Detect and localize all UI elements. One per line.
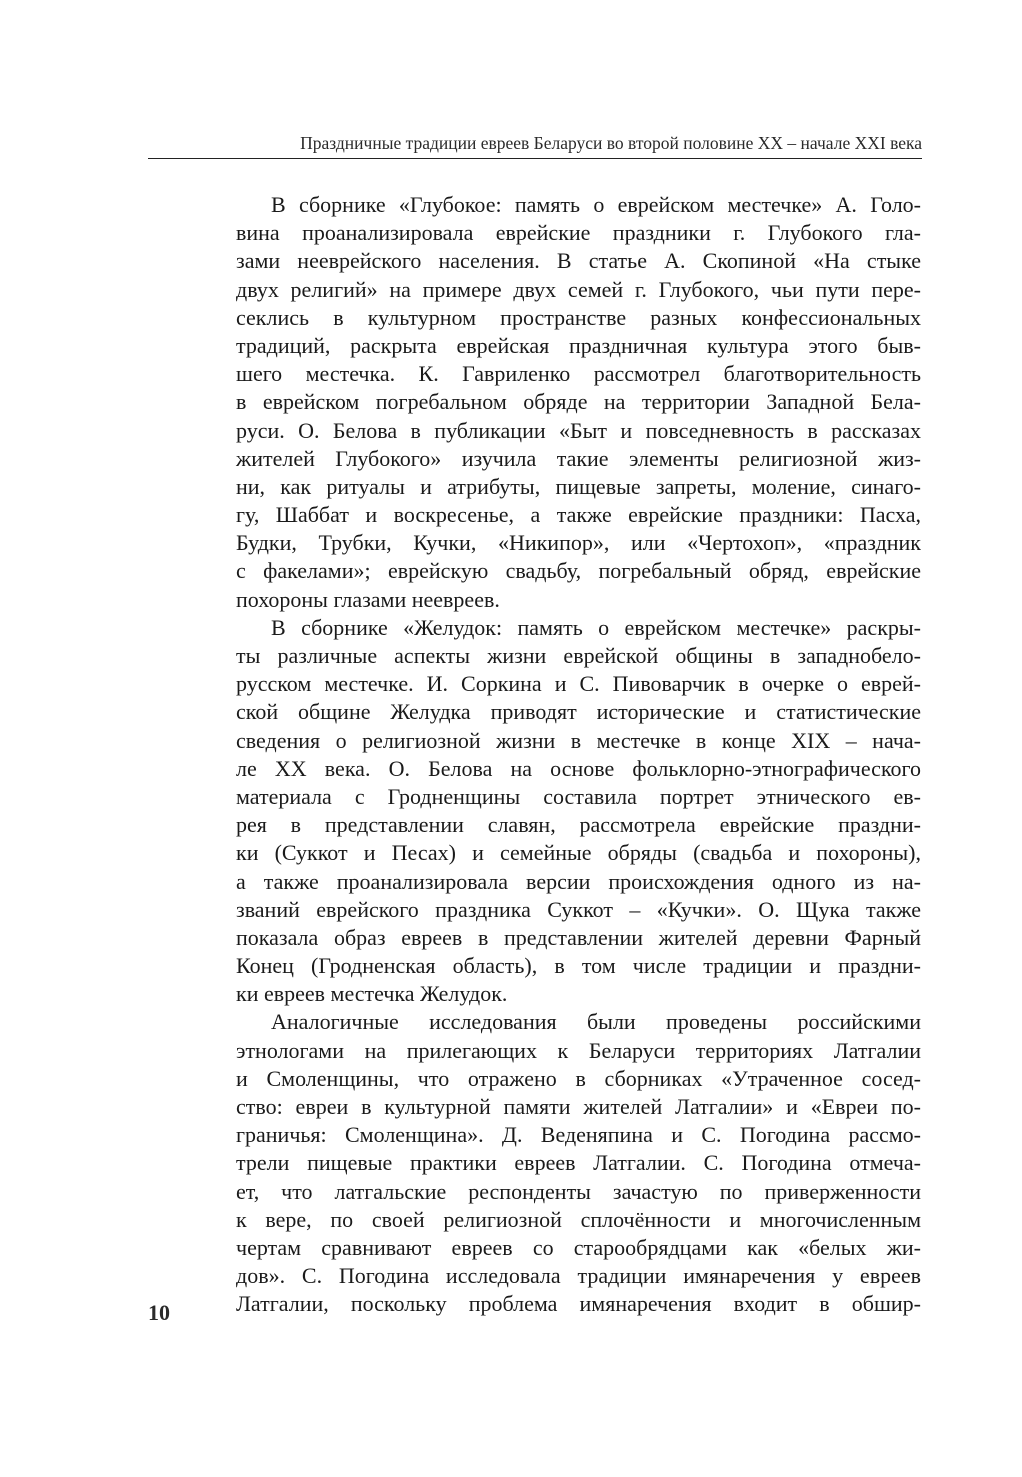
text-line: показала образ евреев в представлении жителей деревни Фарный	[236, 924, 921, 950]
text-line: Конец (Гродненская область), в том числе традиции и праздни-	[236, 953, 921, 979]
text-line: к вере, по своей религиозной сплочённости и многочисленным	[236, 1206, 921, 1232]
text-line: трели пищевые практики евреев Латгалии. С. Погодина отмеча-	[236, 1150, 921, 1176]
text-line: ки (Суккот и Песах) и семейные обряды (свадьба и похороны),	[236, 840, 921, 866]
text-line: дов». С. Погодина исследовала традиции имянаречения у евреев	[236, 1263, 921, 1289]
text-line: ской общине Желудка приводят исторические и статистические	[236, 699, 921, 725]
text-line: Аналогичные исследования были проведены российскими	[271, 1009, 921, 1035]
text-line: ни, как ритуалы и атрибуты, пищевые запреты, моление, синаго-	[236, 473, 921, 499]
running-header-title: Праздничные традиции евреев Беларуси во второй половине XX – начале XXI века	[300, 133, 922, 153]
text-line: сведения о религиозной жизни в местечке в конце XIX – нача-	[236, 727, 921, 753]
text-line: ты различные аспекты жизни еврейской общины в западнобело-	[236, 643, 921, 668]
text-line: похороны глазами неевреев.	[236, 586, 500, 612]
paragraph	[236, 1008, 921, 1318]
text-line: этнологами на прилегающих к Беларуси территориях Латгалии	[236, 1037, 921, 1063]
text-line: двух религий» на примере двух семей г. Глубокого, чьи пути пере-	[236, 276, 921, 302]
text-line: а также проанализировала версии происхождения одного из на-	[236, 868, 921, 894]
text-line: и Смоленщины, что отражено в сборниках «Утраченное сосед-	[236, 1065, 921, 1091]
text-line: рея в представлении славян, рассмотрела еврейские праздни-	[236, 812, 921, 838]
text-line: ет, что латгальские респонденты зачастую по приверженности	[236, 1178, 921, 1204]
text-line: чертам сравнивают евреев со старообрядцами как «белых жи-	[236, 1234, 921, 1260]
text-line: граничья: Смоленщина». Д. Веденяпина и С. Погодина рассмо-	[236, 1122, 921, 1148]
text-line: ство: евреи в культурной памяти жителей Латгалии» и «Евреи по-	[236, 1094, 921, 1119]
text-line: Латгалии, поскольку проблема имянаречения входит в обшир-	[236, 1291, 921, 1317]
text-line: гу, Шаббат и воскресенье, а также еврейские праздники: Пасха,	[236, 502, 921, 528]
text-line: В сборнике «Глубокое: память о еврейском местечке» А. Голо-	[271, 192, 921, 217]
text-line: ки евреев местечка Желудок.	[236, 981, 508, 1007]
text-line: традиций, раскрыта еврейская праздничная культура этого быв-	[236, 332, 921, 358]
text-line: В сборнике «Желудок: память о еврейском местечке» раскры-	[271, 614, 921, 640]
text-line: секлись в культурном пространстве разных конфессиональных	[236, 304, 921, 330]
text-line: званий еврейского праздника Суккот – «Кучки». О. Щука также	[236, 896, 921, 922]
text-line: русском местечке. И. Соркина и С. Пивоварчик в очерке о еврей-	[236, 671, 921, 697]
text-line: в еврейском погребальном обряде на территории Западной Бела-	[236, 389, 921, 415]
page-number: 10	[148, 1300, 170, 1325]
text-line: зами нееврейского населения. В статье А. Скопиной «На стыке	[236, 248, 921, 274]
text-line: шего местечка. К. Гавриленко рассмотрел благотворительность	[236, 361, 921, 387]
body-text	[236, 191, 921, 1319]
running-header	[148, 132, 922, 159]
text-line: с факелами»; еврейскую свадьбу, погребальный обряд, еврейские	[236, 558, 921, 584]
text-line: вина проанализировала еврейские праздники г. Глубокого гла-	[236, 220, 921, 246]
text-line: руси. О. Белова в публикации «Быт и повседневность в рассказах	[236, 417, 921, 443]
text-line: ле XX века. О. Белова на основе фольклорно-этнографического	[236, 755, 921, 781]
paragraph	[236, 191, 921, 614]
text-line: материала с Гродненщины составила портрет этнического ев-	[236, 783, 921, 809]
text-line: жителей Глубокого» изучила такие элементы религиозной жиз-	[236, 445, 921, 471]
paragraph	[236, 614, 921, 1009]
text-line: Будки, Трубки, Кучки, «Никипор», или «Чертохоп», «праздник	[236, 530, 921, 556]
